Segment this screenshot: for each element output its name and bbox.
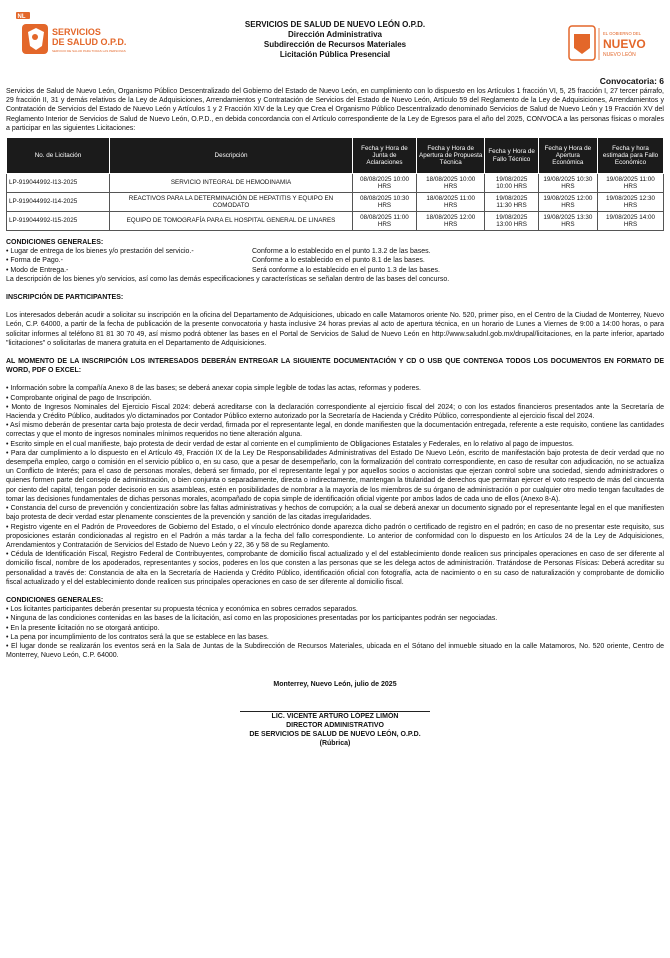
- table-row: [7, 193, 664, 212]
- condition-value: Será conforme a lo establecido en el punto 1.3 de las bases.: [252, 266, 440, 274]
- logo-line2: DE SALUD O.P.D.: [52, 37, 127, 47]
- list-item: • Comprobante original de pago de Inscripción.: [6, 394, 152, 402]
- rubrica: (Rúbrica): [319, 740, 351, 748]
- cell-descripcion: SERVICIO INTEGRAL DE HEMODINAMIA: [110, 174, 353, 193]
- col-junta-aclaraciones: Fecha y Hora de Junta de Aclaraciones: [353, 138, 417, 174]
- condition-value: Conforme a lo establecido en el punto 1.3.2 de las bases.: [252, 248, 431, 256]
- cell-date: 19/08/2025 12:30 HRS: [598, 193, 664, 212]
- tender-type-title: Licitación Pública Presencial: [279, 50, 391, 59]
- cell-date: 19/08/2025 10:00 HRS: [485, 174, 538, 193]
- general-conditions-1: [6, 238, 664, 284]
- convocatoria-number: Convocatoria: 6: [599, 76, 664, 86]
- condition-key: • Modo de Entrega.-: [6, 266, 69, 274]
- gov-logo-line1: EL GOBIERNO DEL: [603, 31, 642, 36]
- cell-date: 19/08/2025 11:30 HRS: [485, 193, 538, 212]
- cell-date: 18/08/2025 12:00 HRS: [416, 212, 485, 231]
- condition-key: • Lugar de entrega de los bienes y/o prestación del servicio.-: [6, 248, 194, 256]
- logo-tag: NL: [17, 14, 26, 20]
- cell-licitacion: LP-919044992-I14-2025: [7, 193, 110, 212]
- list-item: • Escrito simple en el cual manifieste, bajo protesta de decir verdad de estar al corriente en el cumplimiento de Obligaciones Estatales y Federales, en lo relativo al pago de impuestos.: [6, 440, 574, 448]
- direction-title: Dirección Administrativa: [288, 30, 382, 39]
- cell-date: 18/08/2025 11:00 HRS: [416, 193, 485, 212]
- cell-date: 19/08/2025 14:00 HRS: [598, 212, 664, 231]
- cell-date: 08/08/2025 10:30 HRS: [353, 193, 417, 212]
- cell-date: 19/08/2025 12:00 HRS: [538, 193, 597, 212]
- section-title: CONDICIONES GENERALES:: [6, 239, 104, 247]
- conditions-note: La descripción de los bienes y/o servicios, así como las demás especificaciones y características se señalan dentro de las bases del concurso.: [6, 275, 450, 283]
- general-conditions-2: [6, 596, 664, 660]
- condition-key: • Forma de Pago.-: [6, 257, 63, 265]
- cell-date: 19/08/2025 13:30 HRS: [538, 212, 597, 231]
- cell-date: 18/08/2025 10:00 HRS: [416, 174, 485, 193]
- cell-descripcion: EQUIPO DE TOMOGRAFÍA PARA EL HOSPITAL GENERAL DE LINARES: [110, 212, 353, 231]
- place-date: Monterrey, Nuevo León, julio de 2025: [273, 681, 397, 689]
- cell-date: 19/08/2025 13:00 HRS: [485, 212, 538, 231]
- signer-role: DIRECTOR ADMINISTRATIVO: [286, 722, 384, 730]
- list-item: • Ninguna de las condiciones contenidas en las bases de la licitación, así como en las proposiciones presentadas por los participantes podrán ser negociadas.: [6, 615, 498, 623]
- intro-paragraph: Servicios de Salud de Nuevo León, Organismo Público Descentralizado del Gobierno del Estado de Nuevo León, en cumplimiento con lo dispuesto en los Artículos 1 fracción VI, 5, 25 fracción I, 27 tercer párrafo, 29 fracción II, 31 y demás relativos de la Ley de Adquisiciones, Arrendamientos y Contratación de Servicios del Estado de Nuevo León, Artículo 59 del Reglamento de la Ley de Adquisiciones, Arrendamientos y Contratación de Servicios del Estado de Nuevo León y Artículos 1 y 2 Fracción XIV de la Ley que Crea el Organismo Público Descentralizado denominado Servicios de Salud de Nuevo León y 19 Fracción XV del Reglamento Interior de Servicios de Salud de Nuevo León, O.P.D., en debida concordancia con el Artículo correspondiente de la Ley de Egresos para el año del 2025, CONVOCA a las personas físicas o morales a participar en las siguientes Licitaciones:: [6, 88, 664, 132]
- col-fallo-economico: Fecha y hora estimada para Fallo Económico: [598, 138, 664, 174]
- cell-licitacion: LP-919044992-I13-2025: [7, 174, 110, 193]
- col-fallo-tecnico: Fecha y Hora de Fallo Técnico: [485, 138, 538, 174]
- list-item: • Constancia del curso de prevención y concientización sobre las faltas administrativas y hechos de corrupción; a la cual se deberá anexar un documento signado por el representante legal en el que manifiesten bajo protesta de decir verdad estar plenamente conscientes de la prevención y sanción de las citadas irregularidades.: [6, 505, 664, 522]
- header: [6, 6, 664, 68]
- col-apertura-economica: Fecha y Hora de Apertura Económica: [538, 138, 597, 174]
- document-page: [6, 6, 664, 748]
- cell-licitacion: LP-919044992-I15-2025: [7, 212, 110, 231]
- list-item: • En la presente licitación no se otorgará anticipo.: [6, 624, 160, 632]
- list-item: • Así mismo deberán de presentar carta bajo protesta de decir verdad, firmada por el representante legal, en donde manifiesten que la documentación entregada, referente a este requisito, contiene las cantidades correctas y que el monto de ingresos nominales mínimos requeridos no tiene alteración alguna.: [6, 422, 664, 439]
- col-no-licitacion: No. de Licitación: [7, 138, 110, 174]
- list-item: • El lugar donde se realizarán los eventos será en la Sala de Juntas de la Subdirección de Recursos Materiales, ubicada en el Sótano del inmueble situado en la calle Matamoros, No. 520 oriente, Centro de Monterrey, Nuevo León, C.P. 64000.: [6, 642, 664, 660]
- logo-line1: SERVICIOS: [52, 27, 101, 37]
- section-title: INSCRIPCIÓN DE PARTICIPANTES:: [6, 294, 124, 302]
- gov-logo-line2: NUEVO: [603, 37, 646, 51]
- documents-section: [6, 357, 664, 587]
- list-item: • Los licitantes participantes deberán presentar su propuesta técnica y económica en sobres cerrados separados.: [6, 606, 358, 614]
- tenders-table: [6, 137, 664, 231]
- cell-date: 19/08/2025 11:00 HRS: [598, 174, 664, 193]
- table-header-row: [7, 138, 664, 174]
- condition-row: [6, 256, 664, 265]
- condition-row: [6, 247, 664, 256]
- gov-logo-line3: NUEVO LEÓN: [603, 52, 636, 58]
- registration-section: [6, 293, 664, 348]
- list-item: • Monto de Ingresos Nominales del Ejercicio Fiscal 2024: deberá acreditarse con la declaración correspondiente al ejercicio fiscal del 2024; o con los estados financieros presentados ante la Secretaría de Hacienda y Crédito Público, auditados y/o dictaminados por Contador Público externo autorizado por la Secretaría de Hacienda y Crédito Público, correspondiente al ejercicio fiscal del 2024.: [6, 403, 664, 421]
- cell-date: 19/08/2025 10:30 HRS: [538, 174, 597, 193]
- list-item: • Información sobre la compañía Anexo 8 de las bases; se deberá anexar copia simple legible de todas las actas, reformas y poderes.: [6, 385, 421, 393]
- section-title: AL MOMENTO DE LA INSCRIPCIÓN LOS INTERESADOS DEBERÁN ENTREGAR LA SIGUIENTE DOCUMENTACIÓN Y CD O USB QUE CONTENGA TODOS LOS DOCUMENTOS EN FORMATO DE WORD, PDF O EXCEL:: [6, 358, 664, 375]
- signature-block: [6, 712, 664, 748]
- condition-row: [6, 266, 664, 275]
- table-row: [7, 212, 664, 231]
- col-descripcion: Descripción: [110, 138, 353, 174]
- servicios-de-salud-logo: [14, 10, 129, 64]
- condition-value: Conforme a lo establecido en el punto 8.1 de las bases.: [252, 257, 425, 265]
- cell-descripcion: REACTIVOS PARA LA DETERMINACIÓN DE HEPATITIS Y EQUIPO EN COMODATO: [110, 193, 353, 212]
- table-row: [7, 174, 664, 193]
- list-item: • La pena por incumplimiento de los contratos será la que se establece en las bases.: [6, 633, 269, 641]
- logo-tagline: SERVICIO DE SALUD PARA TODAS LAS PERSONAS: [52, 49, 126, 53]
- section-title: CONDICIONES GENERALES:: [6, 596, 104, 604]
- list-item: • Registro vigente en el Padrón de Proveedores de Gobierno del Estado, o el vínculo electrónico donde aparezca dicho padrón o certificado de registro en el padrón; en caso de no presentar este requisito, sus proposiciones estarán condicionadas al registro en el Padrón a más tardar a la fecha del fallo correspondiente. Lo anterior de conformidad con lo dispuesto en los Artículos 24 de la Ley de Adquisiciones, Arrendamientos y Contratación de Servicios del Estado de Nuevo León y 22, 36 y 58 de su Reglamento.: [6, 523, 664, 549]
- cell-date: 08/08/2025 10:00 HRS: [353, 174, 417, 193]
- subdirection-title: Subdirección de Recursos Materiales: [263, 40, 407, 49]
- col-apertura-tecnica: Fecha y Hora de Apertura de Propuesta Técnica: [416, 138, 485, 174]
- registration-text: Los interesados deberán acudir a solicitar su inscripción en la oficina del Departamento de Adquisiciones, ubicado en calle Matamoros oriente No. 520, primer piso, en el Centro de la Ciudad de Monterrey, Nuevo León, C.P. 64000, a partir de la fecha de publicación de la presente convocatoria y hasta inclusive 24 horas previas al acto de apertura técnica, en un horario de Lunes a Viernes de 9:00 a 14:00 horas, o para solicitar informes al teléfono 81 81 30 70 49, así mismo podrá obtener las bases en el Portal de Servicios de Salud de Nuevo León en http://www.saludnl.gob.mx/drupal/licitaciones, en la parte inferior, apartado "licitaciones" o solicitarlas de manera gratuita en el Departamento de Adquisiciones.: [6, 312, 664, 347]
- gobierno-nuevo-leon-logo: [568, 22, 658, 68]
- list-item: • Cédula de Identificación Fiscal, Registro Federal de Contribuyentes, comprobante de domicilio fiscal actualizado y el del establecimiento donde realicen sus principales operaciones en caso de ser diferente al domicilio fiscal, nombre de los apoderados, representantes y socios, poderes en los que consten a las personas que se les delega actos de administración. Tratándose de Personas Físicas: Deberá acreditar su personalidad a través de: Constancia de alta en la Secretaría de Hacienda y Crédito Público, identificación oficial con fotografía, acta de nacimiento o en su caso de naturalización y comprobante de domicilio fiscal actualizado y el del establecimiento donde realicen sus principales operaciones en caso de ser diferente al domicilio fiscal.: [6, 551, 664, 586]
- signer-org: DE SERVICIOS DE SALUD DE NUEVO LEÓN, O.P.D.: [249, 731, 421, 739]
- list-item: • Para dar cumplimiento a lo dispuesto en el Artículo 49, Fracción IX de la Ley De Responsabilidades Administrativas del Estado De Nuevo León, escrito de manifestación bajo protesta de decir verdad que no desempeña empleo, cargo o comisión en el servicio público o, en su caso, que a pesar de desempeñarlo, con la formalización del contrato correspondiente, en caso de resultar con adjudicación, no se actualiza un Conflicto de Interés; para el caso de personas morales, deberá ser firmado, por el representante legal y por aquellos socios o accionistas que ejerzan control sobre una sociedad, siendo administradores o quienes formen parte del consejo de administración, o bien conjunta o separadamente, directa o indirectamente, mantengan la titularidad de derechos que permitan ejercer el voto respecto de más del cincuenta por ciento del capital, tengan poder decisorio en sus asambleas, estén en posibilidades de nombrar a la mayoría de los miembros de su órgano de administración o por cualquier otro medio tengan facultades de tomar las decisiones fundamentales de dichas personas morales, acompañado de copia simple de identificación oficial vigente por ambos lados de cada uno de ellos (Anexo 8-A).: [6, 449, 664, 503]
- cell-date: 08/08/2025 11:00 HRS: [353, 212, 417, 231]
- header-titles: [166, 20, 504, 60]
- signer-name: LIC. VICENTE ARTURO LÓPEZ LIMÓN: [271, 713, 399, 721]
- org-title: SERVICIOS DE SALUD DE NUEVO LEÓN O.P.D.: [244, 20, 426, 29]
